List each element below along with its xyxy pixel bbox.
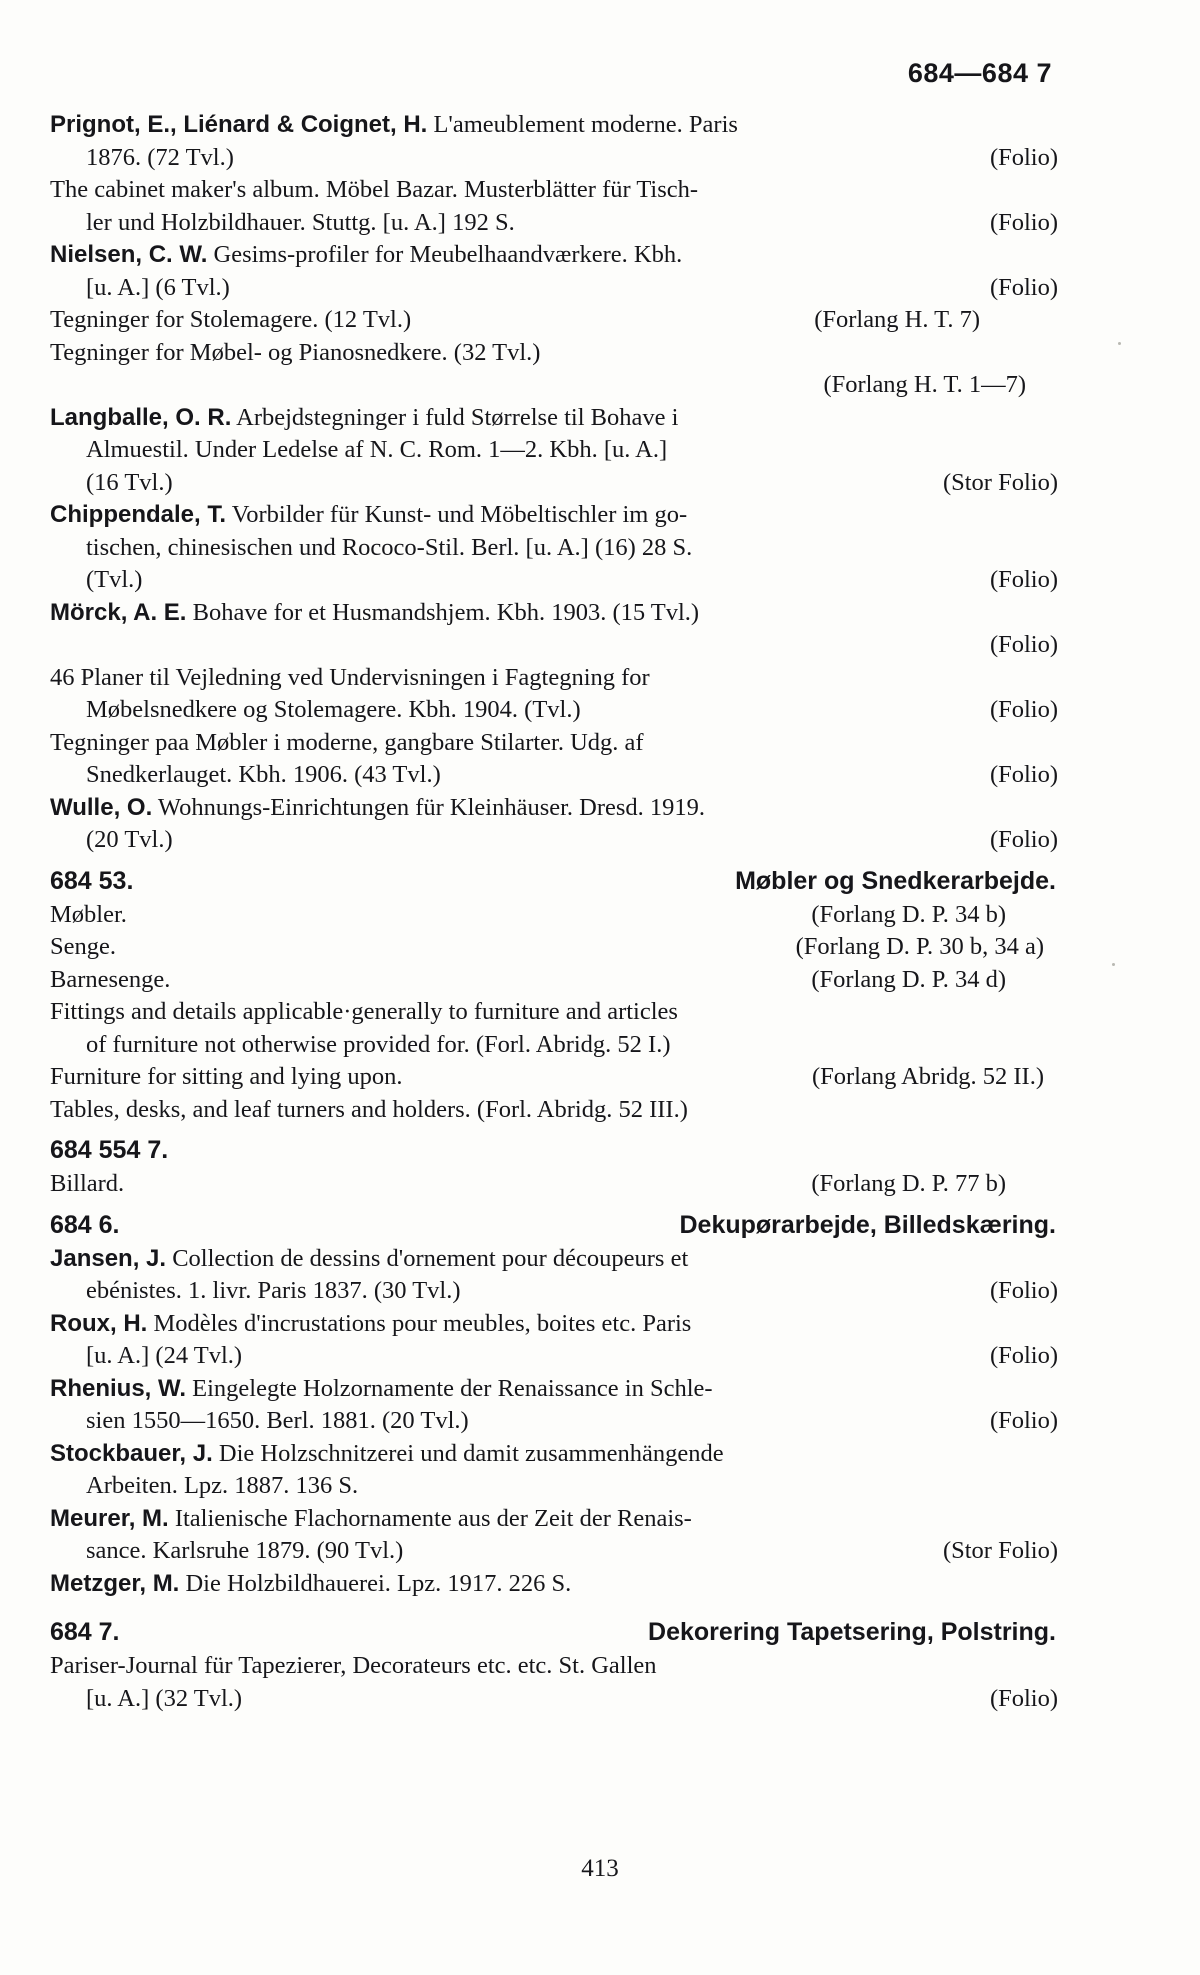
paper-speck	[1118, 342, 1121, 345]
section-title: Dekupørarbejde, Billedskæring.	[679, 1210, 1056, 1239]
section-684-53-lines	[50, 899, 1058, 1127]
entry-note: (Stor Folio)	[942, 1537, 1058, 1564]
entry-text: [u. A.] (32 Tvl.)	[86, 1684, 243, 1712]
entry-chippendale	[50, 499, 1058, 597]
entry-text: Tegninger paa Møbler i moderne, gangbare Stilarter. Udg. af	[50, 728, 644, 756]
entry-text: Modèles d'incrustations pour meubles, boites etc. Paris	[147, 1309, 692, 1337]
entry-text: Møbelsnedkere og Stolemagere. Kbh. 1904. (Tvl.)	[86, 696, 581, 723]
entry-author: Rhenius, W.	[50, 1374, 187, 1402]
entry-author: Meurer, M.	[50, 1504, 169, 1532]
section-heading-684-554-7	[50, 1132, 1058, 1168]
entry-line	[50, 272, 1058, 305]
entry-line	[50, 1650, 1058, 1683]
entry-text: (20 Tvl.)	[86, 826, 173, 853]
entry-author: Nielsen, C. W.	[50, 241, 208, 268]
entry-line	[50, 899, 1058, 932]
entry-note: (Folio)	[989, 1407, 1058, 1434]
entry-line	[50, 174, 1058, 207]
entry-langballe	[50, 402, 1058, 500]
entry-text: sance. Karlsruhe 1879. (90 Tvl.)	[86, 1537, 404, 1564]
entry-text: Eingelegte Holzornamente der Renaissance in Schle-	[186, 1374, 713, 1402]
entry-text: Collection de dessins d'ornement pour découpeurs et	[166, 1244, 689, 1272]
entry-author: Langballe, O. R.	[50, 403, 232, 431]
section-684-554-7-lines	[50, 1168, 1058, 1201]
entry-text: Wohnungs-Einrichtungen für Kleinhäuser. Dresd. 1919.	[152, 793, 706, 821]
entry-author: Jansen, J.	[50, 1244, 167, 1272]
entry-line	[50, 337, 1058, 370]
entry-line	[50, 1275, 1058, 1308]
entry-text: ebénistes. 1. livr. Paris 1837. (30 Tvl.)	[86, 1277, 461, 1304]
running-head: 684—684 7	[907, 58, 1052, 88]
entry-line	[50, 629, 1058, 662]
entry-text: Billard.	[50, 1170, 125, 1197]
entry-line	[50, 207, 1058, 240]
entry-line	[50, 1405, 1058, 1438]
entry-line	[50, 1535, 1058, 1568]
entry-text: Arbejdstegninger i fuld Størrelse til Bohave i	[231, 403, 679, 431]
entry-line	[50, 1470, 1058, 1503]
entry-text: Tegninger for Stolemagere. (12 Tvl.)	[50, 306, 412, 333]
entry-text: sien 1550—1650. Berl. 1881. (20 Tvl.)	[86, 1407, 469, 1434]
page-number: 413	[581, 1855, 619, 1882]
entry-line	[50, 1029, 1058, 1062]
entry-line	[50, 434, 1058, 467]
section-title: Møbler og Snedkerarbejde.	[735, 866, 1056, 895]
entry-note: (Folio)	[989, 631, 1058, 658]
section-number: 684 6.	[50, 1210, 120, 1239]
entry-line	[50, 142, 1058, 175]
entry-text: Vorbilder für Kunst- und Möbeltischler im go-	[226, 501, 688, 528]
entry-note: (Folio)	[989, 1684, 1058, 1712]
entry-text: Møbler.	[50, 900, 127, 928]
entry-author: Chippendale, T.	[50, 501, 227, 528]
entry-text: L'ameublement moderne. Paris	[427, 111, 738, 138]
entry-text: Barnesenge.	[50, 965, 171, 993]
entry-line	[50, 109, 1058, 142]
entry-author: Mörck, A. E.	[50, 598, 187, 626]
entry-text: Die Holzschnitzerei und damit zusammenhängende	[212, 1439, 724, 1467]
entry-line	[50, 1340, 1058, 1373]
entry-line	[50, 694, 1058, 727]
entry-text: Pariser-Journal für Tapezierer, Decorateurs etc. etc. St. Gallen	[50, 1652, 657, 1679]
entry-line	[50, 1438, 1058, 1471]
entry-line	[50, 1308, 1058, 1341]
entry-tegninger-paa-mobler	[50, 727, 1058, 792]
entry-jansen	[50, 1243, 1058, 1308]
entry-line	[50, 1243, 1058, 1276]
entry-text: (Tvl.)	[86, 566, 143, 593]
entry-line	[50, 564, 1058, 597]
entry-author: Stockbauer, J.	[50, 1439, 213, 1467]
entry-line	[50, 499, 1058, 532]
entry-line	[50, 304, 1058, 337]
entry-meurer	[50, 1503, 1058, 1568]
bibliography-body	[50, 109, 1100, 1715]
entry-prignot	[50, 109, 1058, 174]
section-number: 684 7.	[50, 1618, 120, 1646]
entry-text: ler und Holzbildhauer. Stuttg. [u. A.] 192 S.	[86, 208, 515, 236]
entry-line	[50, 402, 1058, 435]
entry-note: (Forlang D. P. 34 d)	[811, 965, 1006, 993]
entry-note: (Folio)	[989, 826, 1058, 853]
entry-note: (Folio)	[989, 143, 1058, 171]
section-heading-684-6	[50, 1207, 1058, 1243]
section-number: 684 53.	[50, 866, 134, 895]
entry-text: 46 Planer til Vejledning ved Undervisningen i Fagtegning for	[50, 663, 650, 691]
entry-note: (Stor Folio)	[942, 468, 1058, 496]
entry-text: Snedkerlauget. Kbh. 1906. (43 Tvl.)	[86, 761, 441, 788]
entry-line	[50, 467, 1058, 500]
entry-line	[50, 824, 1058, 857]
entry-stockbauer	[50, 1438, 1058, 1503]
entry-note: (Forlang D. P. 34 b)	[811, 900, 1006, 928]
entry-rhenius	[50, 1373, 1058, 1438]
entry-line	[50, 1568, 1058, 1601]
entry-note: (Folio)	[989, 761, 1058, 788]
entry-tegninger-mobel-pianosnedkere	[50, 337, 1058, 402]
entry-line	[50, 1061, 1058, 1094]
entry-nielsen	[50, 239, 1058, 304]
entry-text: Furniture for sitting and lying upon.	[50, 1063, 403, 1090]
entry-line	[50, 597, 1058, 630]
entry-note: (Forlang Abridg. 52 II.)	[811, 1063, 1044, 1090]
entry-author: Prignot, E., Liénard & Coignet, H.	[50, 111, 428, 138]
entry-text: Fittings and details applicable·generally to furniture and articles	[50, 998, 678, 1025]
entry-note: (Forlang D. P. 77 b)	[811, 1170, 1006, 1197]
entry-note: (Forlang H. T. 1—7)	[823, 371, 1026, 398]
entry-line	[50, 727, 1058, 760]
entry-roux	[50, 1308, 1058, 1373]
entry-text: Tegninger for Møbel- og Pianosnedkere. (32 Tvl.)	[50, 338, 541, 366]
entry-line	[50, 1094, 1058, 1127]
entry-text: Bohave for et Husmandshjem. Kbh. 1903. (15 Tvl.)	[186, 598, 700, 626]
entry-line	[50, 532, 1058, 565]
section-heading-684-7	[50, 1614, 1058, 1650]
entry-wulle	[50, 792, 1058, 857]
entry-line	[50, 662, 1058, 695]
entry-line	[50, 964, 1058, 997]
entry-text: Senge.	[50, 933, 116, 960]
paper-speck	[1112, 963, 1115, 966]
entry-cabinet-makers-album	[50, 174, 1058, 239]
entry-text: (16 Tvl.)	[86, 468, 173, 496]
entry-line	[50, 369, 1058, 402]
entry-line	[50, 1503, 1058, 1536]
entry-line	[50, 1373, 1058, 1406]
entry-line	[50, 1168, 1058, 1201]
entry-line	[50, 759, 1058, 792]
entry-text: The cabinet maker's album. Möbel Bazar. Musterblätter für Tisch-	[50, 176, 699, 203]
entry-note: (Forlang D. P. 30 b, 34 a)	[795, 933, 1044, 960]
entry-tegninger-stolemagere	[50, 304, 1058, 337]
entry-text: Die Holzbildhauerei. Lpz. 1917. 226 S.	[179, 1569, 572, 1597]
entry-text: Gesims-profiler for Meubelhaandværkere. Kbh.	[207, 241, 683, 268]
entry-author: Roux, H.	[50, 1309, 148, 1337]
entry-text: Tables, desks, and leaf turners and holders. (Forl. Abridg. 52 III.)	[50, 1095, 688, 1123]
entry-note: (Folio)	[989, 1342, 1058, 1369]
entry-line	[50, 792, 1058, 825]
entry-note: (Folio)	[989, 696, 1058, 723]
entry-line	[50, 239, 1058, 272]
entry-text: tischen, chinesischen und Rococo-Stil. Berl. [u. A.] (16) 28 S.	[86, 533, 693, 561]
page-content	[50, 58, 1100, 1715]
section-title: Dekorering Tapetsering, Polstring.	[648, 1618, 1056, 1646]
entry-note: (Forlang H. T. 7)	[814, 306, 980, 333]
entry-line	[50, 931, 1058, 964]
section-number: 684 554 7.	[50, 1136, 169, 1164]
entry-text: [u. A.] (6 Tvl.)	[86, 273, 230, 301]
entry-author: Metzger, M.	[50, 1569, 180, 1597]
entry-46-planer	[50, 662, 1058, 727]
entry-line	[50, 1683, 1058, 1716]
entry-text: [u. A.] (24 Tvl.)	[86, 1342, 243, 1369]
entry-metzger	[50, 1568, 1058, 1601]
section-684-7-lines	[50, 1650, 1058, 1715]
entry-morck	[50, 597, 1058, 662]
entry-note: (Folio)	[989, 566, 1058, 593]
entry-text: Almuestil. Under Ledelse af N. C. Rom. 1—2. Kbh. [u. A.]	[86, 436, 668, 463]
entry-text: Arbeiten. Lpz. 1887. 136 S.	[86, 1472, 359, 1499]
entry-text: Italienische Flachornamente aus der Zeit der Renais-	[168, 1504, 692, 1532]
entry-line	[50, 996, 1058, 1029]
entry-note: (Folio)	[989, 1277, 1058, 1304]
entry-text: of furniture not otherwise provided for. (Forl. Abridg. 52 I.)	[86, 1030, 671, 1058]
section-heading-684-53	[50, 863, 1058, 899]
entry-author: Wulle, O.	[50, 793, 153, 821]
entry-text: 1876. (72 Tvl.)	[86, 143, 234, 171]
entry-note: (Folio)	[989, 273, 1058, 301]
entry-note: (Folio)	[989, 208, 1058, 236]
